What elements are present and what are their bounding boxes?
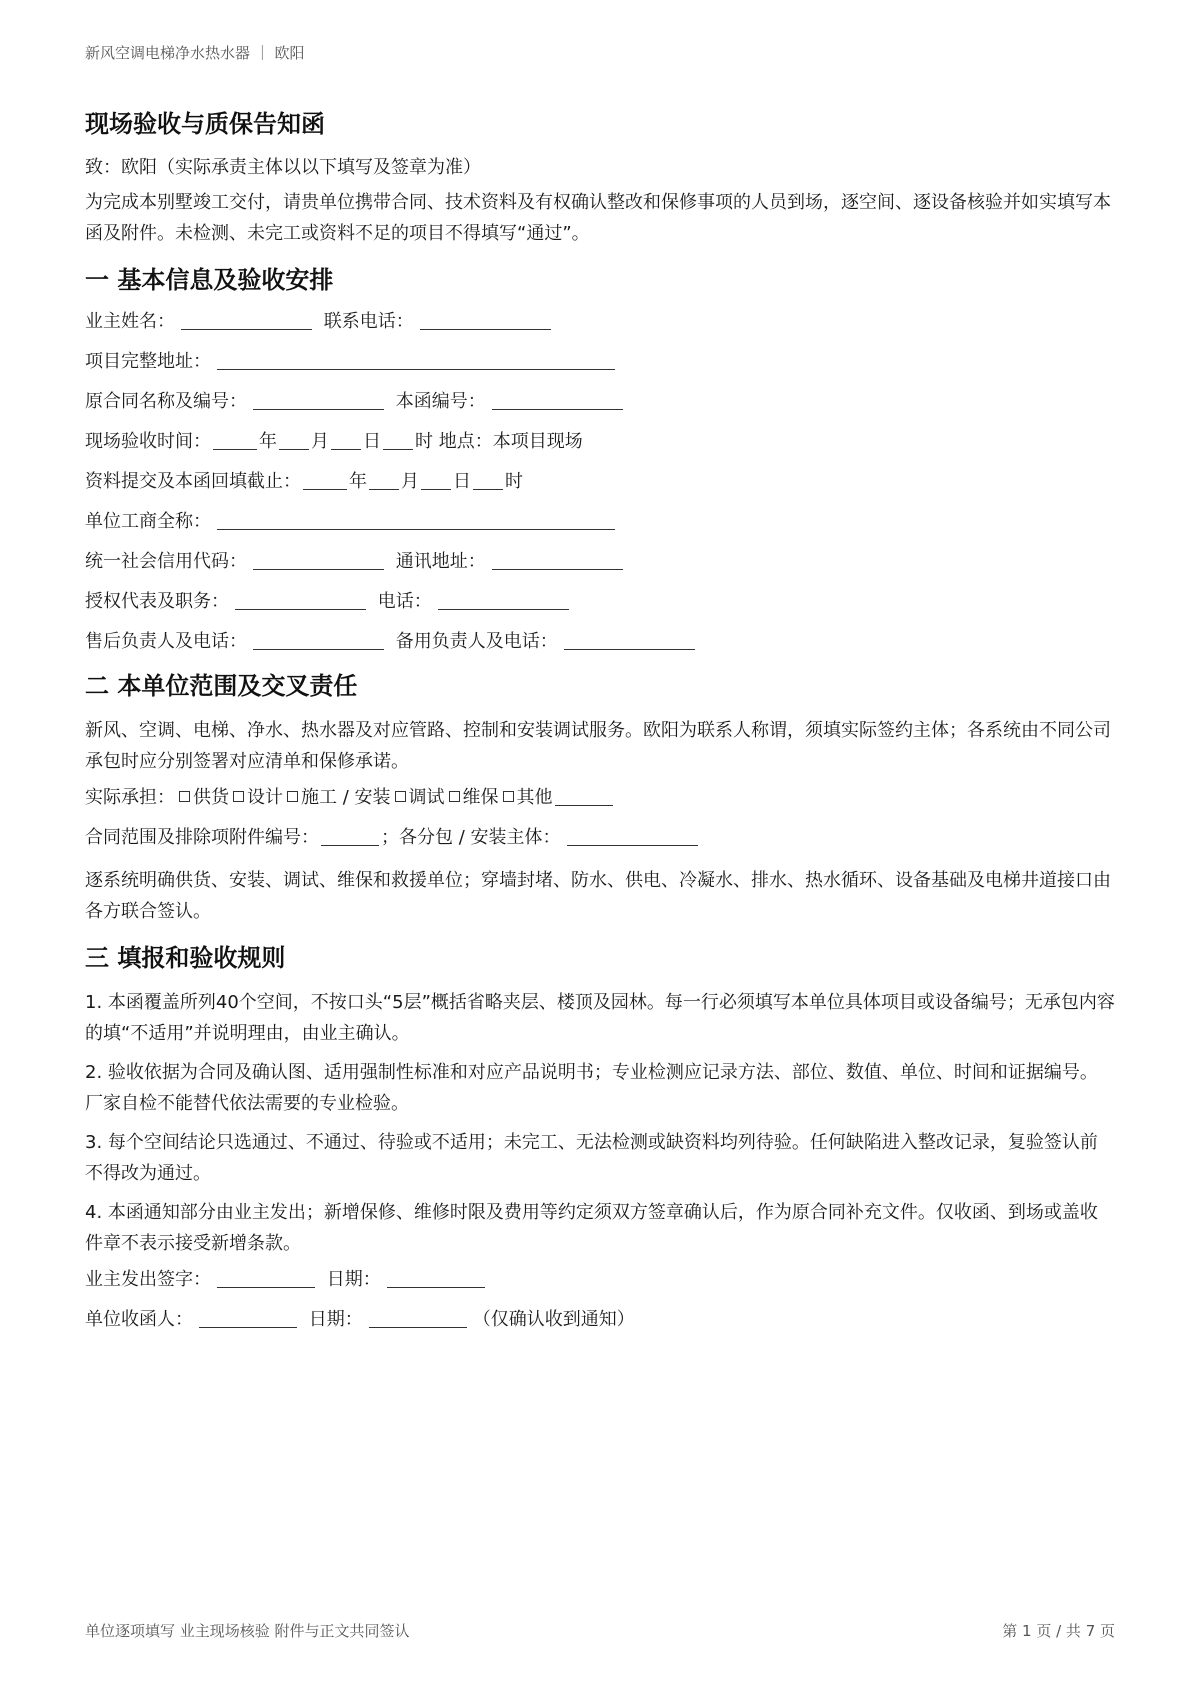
receipt-note: （仅确认收到通知） [472, 1309, 635, 1330]
inspect-year-field[interactable] [213, 430, 257, 450]
month-label: 月 [311, 431, 329, 452]
commission-option-label: 调试 [408, 787, 445, 808]
inspect-time-label: 现场验收时间： [85, 431, 211, 452]
after-sales-row [85, 629, 1115, 655]
rule-4: 4. 本函通知部分由业主发出；新增保修、维修时限及费用等约定须双方签章确认后，作为原合同补充文件。仅收函、到场或盖收件章不表示接受新增条款。 [85, 1202, 1098, 1254]
rule-2: 2. 验收依据为合同及确认图、适用强制性标准和对应产品说明书；专业检测应记录方法、部位、数值、单位、时间和证据编号。厂家自检不能替代依法需要的专业检验。 [85, 1062, 1098, 1114]
location-label: 地点：本项目现场 [438, 431, 583, 452]
deadline-day-field[interactable] [421, 470, 451, 490]
install-option-label: 施工 / 安装 [301, 787, 391, 808]
owner-name-label: 业主姓名： [85, 311, 175, 332]
credit-code-row [85, 549, 1115, 575]
representative-row [85, 589, 1115, 615]
supply-option-label: 供货 [193, 787, 229, 808]
document-title: 现场验收与质保告知函 [85, 110, 325, 138]
intro-paragraph: 为完成本别墅竣工交付，请贵单位携带合同、技术资料及有权确认整改和保修事项的人员到场，逐空间、逐设备核验并如实填写本函及附件。未检测、未完工或资料不足的项目不得填写“通过”。 [85, 192, 1111, 244]
credit-code-label: 统一社会信用代码： [85, 551, 247, 572]
contract-row [85, 389, 1115, 415]
company-name-row [85, 509, 1115, 535]
actual-role-row [85, 785, 1115, 811]
contact-phone-label: 联系电话： [323, 311, 414, 332]
deadline-label: 资料提交及本函回填截止： [85, 471, 301, 492]
year-label: 年 [259, 431, 277, 452]
other-field[interactable] [555, 786, 613, 806]
after-sales-label: 售后负责人及电话： [85, 631, 247, 652]
section-2-title: 二 本单位范围及交叉责任 [85, 672, 358, 700]
actual-role-label: 实际承担： [85, 787, 175, 808]
hour-label: 时 [505, 471, 523, 492]
design-option-label: 设计 [247, 787, 283, 808]
recipient-line: 致：欧阳（实际承责主体以以下填写及签章为准） [85, 157, 481, 178]
owner-sign-field[interactable] [217, 1268, 315, 1288]
rule-1: 1. 本函覆盖所列40个空间，不按口头“5层”概括省略夹层、楼顶及园林。每一行必须填写本单位具体项目或设备编号；无承包内容的填“不适用”并说明理由，由业主确认。 [85, 992, 1115, 1044]
contract-name-label: 原合同名称及编号： [85, 391, 247, 412]
owner-sign-label: 业主发出签字： [85, 1269, 211, 1290]
rep-field[interactable] [235, 590, 366, 610]
contract-name-field[interactable] [253, 390, 384, 410]
footer-note: 单位逐项填写 业主现场核验 附件与正文共同签认 [85, 1622, 410, 1640]
page-header: 新风空调电梯净水热水器 ｜ 欧阳 [85, 44, 305, 62]
owner-name-field[interactable] [181, 310, 312, 330]
contact-phone-field[interactable] [420, 310, 551, 330]
inspection-time-row [85, 429, 1115, 455]
phone-label: 电话： [377, 591, 432, 612]
other-checkbox[interactable] [503, 791, 514, 802]
subcontractor-field[interactable] [567, 826, 698, 846]
install-checkbox[interactable] [287, 791, 298, 802]
hour-label: 时 [415, 431, 433, 452]
inspect-hour-field[interactable] [383, 430, 413, 450]
joint-responsibility-paragraph: 逐系统明确供货、安装、调试、维保和救援单位；穿墙封堵、防水、供电、冷凝水、排水、热水循环、设备基础及电梯井道接口由各方联合签认。 [85, 870, 1111, 922]
month-label: 月 [401, 471, 419, 492]
maintenance-checkbox[interactable] [449, 791, 460, 802]
deadline-month-field[interactable] [369, 470, 399, 490]
section-1-title: 一 基本信息及验收安排 [85, 266, 334, 294]
page-number: 第 1 页 / 共 7 页 [1002, 1622, 1115, 1640]
scope-label: 合同范围及排除项附件编号： [85, 827, 319, 848]
letter-no-field[interactable] [492, 390, 623, 410]
owner-date-field[interactable] [387, 1268, 485, 1288]
credit-code-field[interactable] [253, 550, 384, 570]
section-3-title: 三 填报和验收规则 [85, 944, 286, 972]
inspect-day-field[interactable] [331, 430, 361, 450]
receiver-row [85, 1307, 1115, 1333]
backup-label: 备用负责人及电话： [395, 631, 558, 652]
after-sales-field[interactable] [253, 630, 384, 650]
owner-date-label: 日期： [326, 1269, 381, 1290]
year-label: 年 [349, 471, 367, 492]
rep-label: 授权代表及职务： [85, 591, 229, 612]
backup-field[interactable] [564, 630, 695, 650]
rule-3: 3. 每个空间结论只选通过、不通过、待验或不适用；未完工、无法检测或缺资料均列待验。任何缺陷进入整改记录，复验签认前不得改为通过。 [85, 1132, 1098, 1184]
design-checkbox[interactable] [233, 791, 244, 802]
project-address-field[interactable] [217, 350, 615, 370]
project-address-label: 项目完整地址： [85, 351, 211, 372]
subcontractor-label: ；各分包 / 安装主体： [381, 827, 561, 848]
other-option-label: 其他 [516, 787, 553, 808]
deadline-hour-field[interactable] [473, 470, 503, 490]
scope-attachment-field[interactable] [321, 826, 379, 846]
document-body [85, 152, 1115, 1347]
letter-no-label: 本函编号： [395, 391, 486, 412]
company-name-field[interactable] [217, 510, 615, 530]
company-name-label: 单位工商全称： [85, 511, 211, 532]
day-label: 日 [363, 431, 381, 452]
maintenance-option-label: 维保 [462, 787, 499, 808]
deadline-row [85, 469, 1115, 495]
supply-checkbox[interactable] [179, 791, 190, 802]
owner-info-row [85, 309, 1115, 335]
commission-checkbox[interactable] [395, 791, 406, 802]
receiver-field[interactable] [199, 1308, 297, 1328]
inspect-month-field[interactable] [279, 430, 309, 450]
mail-address-label: 通讯地址： [395, 551, 486, 572]
deadline-year-field[interactable] [303, 470, 347, 490]
receiver-date-field[interactable] [369, 1308, 467, 1328]
owner-sign-row [85, 1267, 1115, 1293]
scope-paragraph: 新风、空调、电梯、净水、热水器及对应管路、控制和安装调试服务。欧阳为联系人称谓，须填实际签约主体；各系统由不同公司承包时应分别签署对应清单和保修承诺。 [85, 720, 1111, 772]
mail-address-field[interactable] [492, 550, 623, 570]
address-row [85, 349, 1115, 375]
receiver-date-label: 日期： [308, 1309, 363, 1330]
day-label: 日 [453, 471, 471, 492]
receiver-label: 单位收函人： [85, 1309, 193, 1330]
scope-attachment-row [85, 825, 1115, 851]
phone-field[interactable] [438, 590, 569, 610]
